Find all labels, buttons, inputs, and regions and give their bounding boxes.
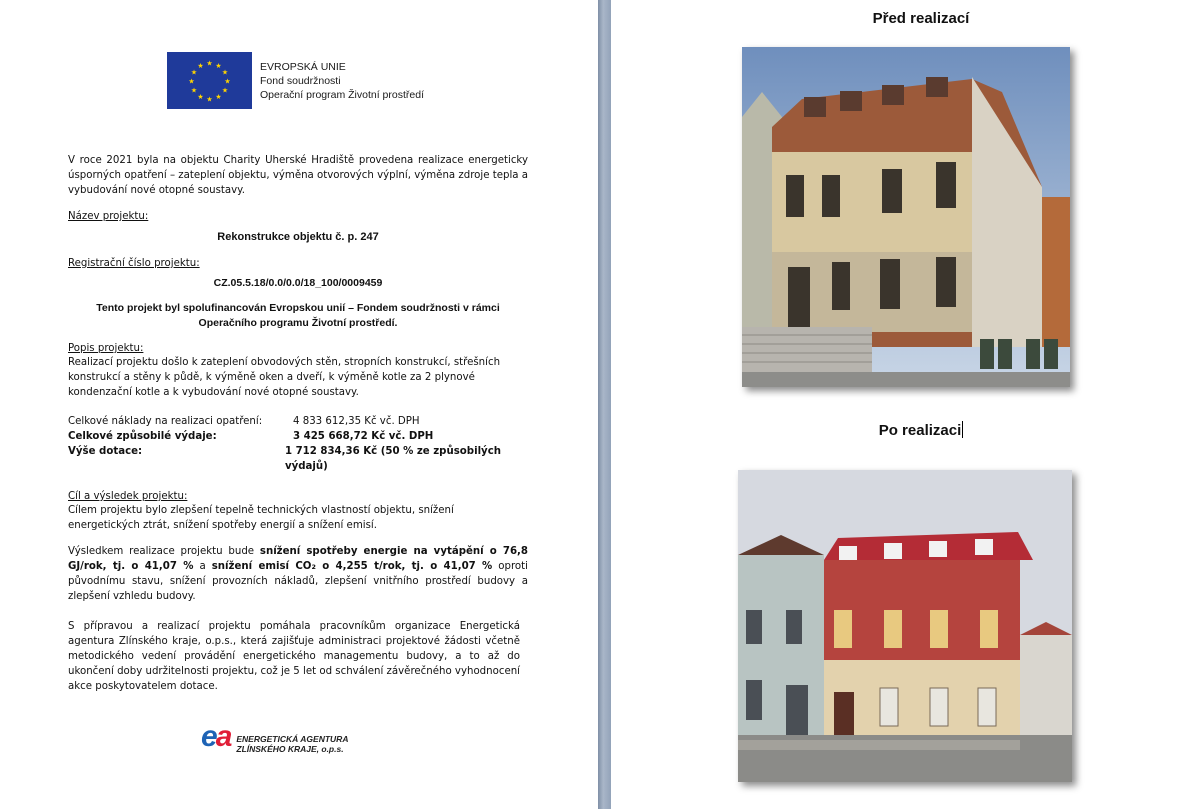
- document-page-right: [611, 0, 1200, 809]
- svg-text:★: ★: [224, 77, 231, 86]
- cost-value: 1 712 834,36 Kč (50 % ze způsobilých výdajů): [284, 446, 501, 472]
- svg-text:★: ★: [190, 68, 198, 77]
- result-paragraph: [68, 544, 528, 604]
- cofinancing-statement: [68, 301, 528, 331]
- after-photo: [738, 470, 1072, 782]
- result-text-1: Výsledkem realizace projektu bude: [68, 546, 260, 557]
- eu-logo-line2: Fond soudržnosti: [260, 75, 341, 87]
- eu-flag-icon: [167, 52, 252, 109]
- project-name-label: Název projektu:: [68, 211, 149, 222]
- svg-text:★: ★: [215, 62, 222, 70]
- cost-row-eligible: [68, 429, 538, 444]
- svg-text:★: ★: [197, 62, 204, 70]
- description-text: Realizací projektu došlo k zateplení obvodových stěn, stropních konstrukcí, střešních konstrukcí a stěny k půdě, k výměně oken a dveří, k výměně kotle za 2 plynové kondenzační kotle a k vybudování nové otopné soustavy.: [68, 357, 501, 398]
- after-title: [831, 421, 1011, 439]
- goal-text: Cílem projektu bylo zlepšení tepelně technických vlastností objektu, snížení energetických ztrát, snížení spotřeby energií a snížení emisí.: [68, 505, 454, 531]
- page-gutter: [598, 0, 611, 809]
- svg-text:★: ★: [221, 68, 229, 77]
- svg-text:★: ★: [206, 59, 213, 68]
- svg-text:★: ★: [221, 86, 229, 95]
- cost-row-total: [68, 414, 538, 429]
- cost-label: Výše dotace:: [68, 446, 143, 457]
- cost-row-subsidy: [68, 444, 538, 474]
- intro-paragraph: V roce 2021 byla na objektu Charity Uherské Hradiště provedena realizace energeticky úsporných opatření – zateplení objektu, výměna otvorových výplní, výměna zdroje tepla a vybudování nové otopné soustavy.: [68, 155, 529, 196]
- project-name: Rekonstrukce objektu č. p. 247: [217, 231, 379, 243]
- ea-name-line1: ENERGETICKÁ AGENTURA: [236, 734, 349, 744]
- eu-logo-line1: EVROPSKÁ UNIE: [260, 61, 346, 73]
- cofinancing-line1: Tento projekt byl spolufinancován Evropskou unií – Fondem soudržnosti v rámci: [96, 302, 500, 314]
- ea-logo-name: [236, 734, 348, 754]
- cost-value: 3 425 668,72 Kč vč. DPH: [293, 431, 434, 442]
- result-text-3: oproti původnímu stavu, snížení provozních nákladů, zlepšení vnitřního prostředí budovy a zlepšení vzhledu budovy.: [68, 561, 528, 602]
- svg-text:★: ★: [215, 93, 222, 101]
- result-emission-saving: snížení emisí CO₂ o 4,255 t/rok, tj. o 41,07 %: [211, 561, 493, 572]
- ea-logo: [201, 720, 348, 754]
- svg-text:★: ★: [206, 95, 213, 104]
- text-cursor: [962, 421, 963, 438]
- eu-logo-line3: Operační program Životní prostředí: [260, 89, 424, 101]
- svg-text:★: ★: [188, 77, 195, 86]
- before-title: Před realizací: [872, 10, 970, 27]
- eu-logo-text: [260, 60, 424, 102]
- help-paragraph: S přípravou a realizací projektu pomáhala pracovníkům organizace Energetická agentura Zlínského kraje, o.p.s., která zajišťuje administraci projektové žádosti včetně metodického vedení provádění energetického managementu budovy, a to až do ukončení doby udržitelnosti projektu, což je 5 let od schválení závěrečného vyhodnocení akce poskytovatelem dotace.: [68, 621, 520, 692]
- cost-label: Celkové způsobilé výdaje:: [68, 431, 217, 442]
- registration-number: CZ.05.5.18/0.0/0.0/18_100/0009459: [213, 277, 383, 289]
- registration-label: Registrační číslo projektu:: [68, 258, 200, 269]
- before-photo: [742, 47, 1070, 387]
- after-title-text: Po realizaci: [878, 422, 962, 439]
- ea-logo-mark: ea: [201, 720, 231, 753]
- description-label: Popis projektu:: [68, 343, 144, 354]
- cost-label: Celkové náklady na realizaci opatření:: [68, 416, 263, 427]
- ea-name-line2: ZLÍNSKÉHO KRAJE, o.p.s.: [236, 744, 344, 754]
- result-text-2: a: [193, 561, 212, 572]
- svg-text:★: ★: [197, 93, 204, 101]
- svg-text:★: ★: [190, 86, 198, 95]
- document-page-left: [0, 0, 598, 809]
- result-energy-saving: snížení spotřeby energie na vytápění o 76,8 GJ/rok, tj. o 41,07 %: [68, 546, 528, 572]
- goal-label: Cíl a výsledek projektu:: [68, 491, 188, 502]
- costs-table: [68, 414, 538, 474]
- eu-logo: [167, 52, 424, 109]
- cost-value: 4 833 612,35 Kč vč. DPH: [293, 416, 420, 427]
- cofinancing-line2: Operačního programu Životní prostředí.: [198, 317, 398, 329]
